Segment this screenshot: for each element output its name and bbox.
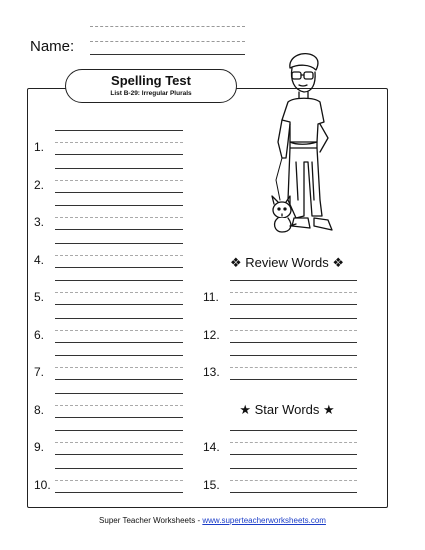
item-number: 12. xyxy=(203,327,220,342)
guide-midline xyxy=(230,292,357,293)
item-number: 5. xyxy=(34,290,45,304)
guide-midline xyxy=(55,367,183,368)
word-write-line[interactable] xyxy=(230,304,357,305)
guide-top-line xyxy=(55,168,183,169)
item-number: 13. xyxy=(203,365,220,379)
review-words-heading xyxy=(202,255,372,271)
boy-with-dog-illustration xyxy=(268,50,378,240)
guide-midline xyxy=(55,255,183,256)
word-write-line[interactable] xyxy=(55,229,183,230)
word-write-line[interactable] xyxy=(55,154,183,155)
item-number: 14. xyxy=(203,440,220,454)
guide-top-line xyxy=(230,318,357,319)
diamond-cross-icon: ❖ xyxy=(229,255,242,270)
item-number: 1. xyxy=(34,140,45,154)
name-dashed-guide xyxy=(90,41,245,42)
star-icon: ★ xyxy=(323,402,335,417)
footer xyxy=(0,516,425,525)
guide-midline xyxy=(55,217,183,218)
guide-midline xyxy=(230,442,357,443)
review-words-label: Review Words xyxy=(245,255,329,270)
name-write-line[interactable] xyxy=(90,54,245,55)
diamond-cross-icon: ❖ xyxy=(332,255,345,270)
word-write-line[interactable] xyxy=(230,454,357,455)
guide-top-line xyxy=(230,468,357,469)
item-number: 4. xyxy=(34,252,45,267)
item-number: 15. xyxy=(203,477,220,492)
word-write-line[interactable] xyxy=(55,342,183,343)
guide-top-line xyxy=(55,318,183,319)
star-icon: ★ xyxy=(239,402,251,417)
word-write-line[interactable] xyxy=(55,454,183,455)
test-title: Spelling Test xyxy=(111,73,191,88)
guide-top-line xyxy=(55,280,183,281)
star-words-heading xyxy=(202,402,372,418)
list-subtitle: List B-29: Irregular Plurals xyxy=(110,90,192,97)
guide-midline xyxy=(55,330,183,331)
guide-midline xyxy=(55,405,183,406)
word-write-line[interactable] xyxy=(55,267,183,268)
guide-top-line xyxy=(230,280,357,281)
item-number: 7. xyxy=(34,365,45,379)
guide-midline xyxy=(55,442,183,443)
name-label: Name: xyxy=(30,38,75,55)
item-number: 2. xyxy=(34,177,45,192)
guide-top-line xyxy=(55,468,183,469)
item-number: 11. xyxy=(203,290,219,304)
guide-top-line xyxy=(55,430,183,431)
item-number: 6. xyxy=(34,327,45,342)
item-number: 10. xyxy=(34,477,51,492)
item-number: 8. xyxy=(34,402,45,417)
word-write-line[interactable] xyxy=(230,492,357,493)
word-write-line[interactable] xyxy=(55,192,183,193)
footer-prefix: Super Teacher Worksheets - xyxy=(99,516,203,525)
name-dashed-guide-top xyxy=(90,26,245,27)
item-number: 3. xyxy=(34,215,45,229)
footer-link[interactable]: www.superteacherworksheets.com xyxy=(202,516,326,525)
guide-top-line xyxy=(55,243,183,244)
item-number: 9. xyxy=(34,440,45,454)
guide-top-line xyxy=(55,393,183,394)
word-write-line[interactable] xyxy=(55,304,183,305)
word-write-line[interactable] xyxy=(230,379,357,380)
guide-midline xyxy=(230,480,357,481)
word-write-line[interactable] xyxy=(55,379,183,380)
guide-midline xyxy=(55,480,183,481)
guide-top-line xyxy=(55,130,183,131)
title-banner xyxy=(65,69,237,103)
word-write-line[interactable] xyxy=(55,492,183,493)
star-words-label: Star Words xyxy=(254,402,320,417)
word-write-line[interactable] xyxy=(230,342,357,343)
guide-midline xyxy=(55,180,183,181)
guide-midline xyxy=(55,292,183,293)
guide-top-line xyxy=(230,355,357,356)
guide-midline xyxy=(230,367,357,368)
guide-top-line xyxy=(55,205,183,206)
guide-midline xyxy=(230,330,357,331)
word-write-line[interactable] xyxy=(55,417,183,418)
guide-top-line xyxy=(55,355,183,356)
guide-top-line xyxy=(230,430,357,431)
guide-midline xyxy=(55,142,183,143)
